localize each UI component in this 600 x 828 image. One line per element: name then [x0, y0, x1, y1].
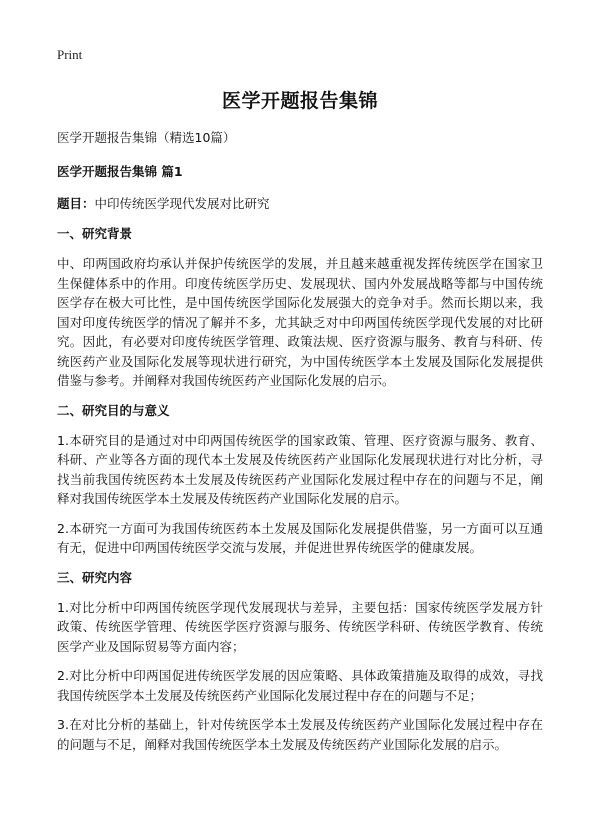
print-link[interactable]: Print	[57, 47, 83, 62]
section-heading-background: 一、研究背景	[57, 226, 133, 241]
topic-label: 题目：	[57, 196, 95, 211]
paragraph: 2.对比分析中印两国促进传统医学发展的因应策略、具体政策措施及取得的成效，寻找我国传统医学本土发展及传统医药产业国际化发展过程中存在的问题与不足；	[57, 668, 543, 703]
topic-value: 中印传统医学现代发展对比研究	[94, 196, 270, 211]
paragraph: 中、印两国政府均承认并保护传统医学的发展，并且越来越重视发挥传统医学在国家卫生保健体系中的作用。印度传统医学历史、发展现状、国内外发展战略等都与中国传统医学存在极大可比性，是中国传统医学国际化发展强大的竞争对手。然而长期以来，我国对印度传统医学的情况了解并不多，尤其缺乏对中印两国传统医学现代发展的对比研究。因此，有必要对印度传统医学管理、政策法规、医疗资源与服务、教育与科研、传统医药产业及国际化发展等现状进行研究，为中国传统医学本土发展及国际化发展提供借鉴与参考。并阐释对我国传统医药产业国际化发展的启示。	[57, 256, 543, 388]
paragraph: 2.本研究一方面可为我国传统医药本土发展及国际化发展提供借鉴，另一方面可以互通有无，促进中印两国传统医学交流与发展，并促进世界传统医学的健康发展。	[57, 520, 543, 555]
paragraph: 1.本研究目的是通过对中印两国传统医学的国家政策、管理、医疗资源与服务、教育、科研、产业等各方面的现代本土发展及传统医药产业国际化发展现状进行对比分析，寻找当前我国传统医药本土发展及传统医药产业国际化发展过程中存在的问题与不足，阐释对我国传统医学本土发展及传统医药产业国际化发展的启示。	[57, 432, 543, 506]
section-heading-content: 三、研究内容	[57, 569, 133, 585]
section-heading-purpose: 二、研究目的与意义	[57, 402, 170, 418]
paragraph: 3.在对比分析的基础上，针对传统医学本土发展及传统医药产业国际化发展过程中存在的问题与不足，阐释对我国传统医学本土发展及传统医药产业国际化发展的启示。	[57, 717, 543, 752]
paragraph: 1.对比分析中印两国传统医学现代发展现状与差异，主要包括：国家传统医学发展方针政策、传统医学管理、传统医学医疗资源与服务、传统医学科研、传统医学教育、传统医学产业及国际贸易等方面内容；	[57, 599, 543, 654]
document-subtitle: 医学开题报告集锦（精选10篇）	[57, 130, 236, 145]
topic-line	[57, 194, 543, 214]
page-title: 医学开题报告集锦	[221, 90, 378, 112]
article-title: 医学开题报告集锦 篇1	[57, 164, 183, 179]
